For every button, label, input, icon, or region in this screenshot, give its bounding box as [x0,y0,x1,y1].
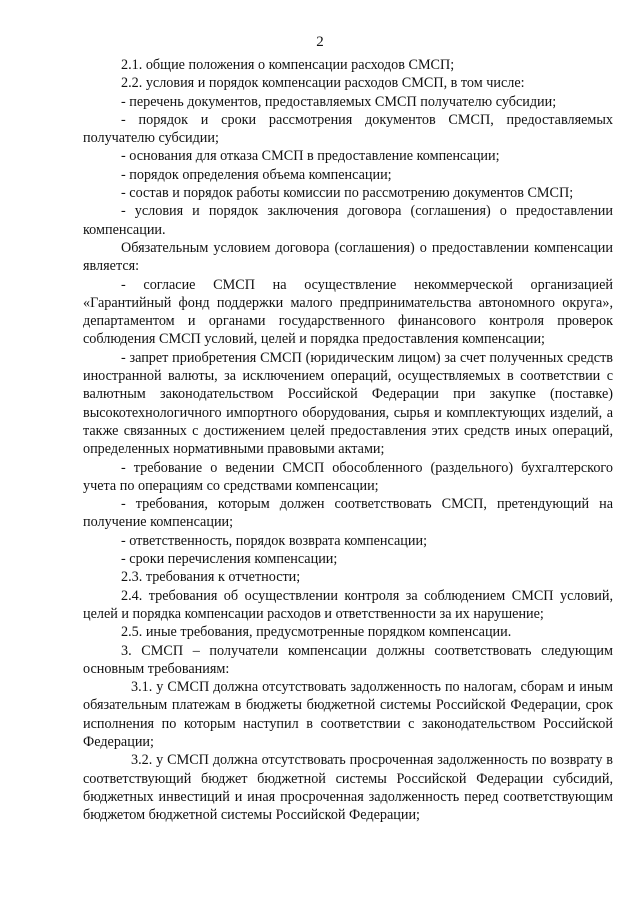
document-body [83,56,613,824]
paragraph: - согласие СМСП на осуществление некоммерческой организацией «Гарантийный фонд поддержки малого предпринимательства автономного округа», департаментом и органами государственного финансового контроля проверок соблюдения СМСП условий, целей и порядка предоставления компенсации; [83,276,613,348]
paragraph: - требования, которым должен соответствовать СМСП, претендующий на получение компенсации; [83,496,613,531]
paragraph: 2.4. требования об осуществлении контроля за соблюдением СМСП условий, целей и порядка компенсации расходов и ответственности за их нарушение; [83,587,613,622]
paragraph: - перечень документов, предоставляемых СМСП получателю субсидии; [121,93,557,110]
paragraph: 2.5. иные требования, предусмотренные порядком компенсации. [121,624,512,641]
paragraph: 2.1. общие положения о компенсации расходов СМСП; [121,57,455,73]
paragraph: - порядок и сроки рассмотрения документов СМСП, предоставляемых получателю субсидии; [83,111,613,147]
paragraph: - сроки перечисления компенсации; [121,551,338,568]
paragraph: - условия и порядок заключения договора (соглашения) о предоставлении компенсации. [83,203,613,238]
paragraph: 3. СМСП – получатели компенсации должны соответствовать следующим основным требованиям: [83,642,613,677]
paragraph: - порядок определения объема компенсации; [121,166,392,183]
paragraph: - требование о ведении СМСП обособленного (раздельного) бухгалтерского учета по операциям со средствами компенсации; [83,459,613,494]
paragraph: 2.3. требования к отчетности; [121,569,301,586]
paragraph: 2.2. условия и порядок компенсации расходов СМСП, в том числе: [121,75,525,92]
paragraph: 3.1. у СМСП должна отсутствовать задолженность по налогам, сборам и иным обязательным платежам в бюджеты бюджетной системы Российской Федерации, срок исполнения по которым наступил в соответствии с законодательством Российской Федерации; [83,679,613,750]
paragraph: - ответственность, порядок возврата компенсации; [121,532,428,549]
paragraph: - основания для отказа СМСП в предоставление компенсации; [121,148,500,165]
page-number: 2 [316,34,324,50]
paragraph: 3.2. у СМСП должна отсутствовать просроченная задолженность по возврату в соответствующий бюджет бюджетной системы Российской Федерации субсидий, бюджетных инвестиций и иная просроченная задолженность перед соответствующим бюджетом бюджетной системы Российской Федерации; [83,752,613,824]
paragraph: - запрет приобретения СМСП (юридическим лицом) за счет полученных средств иностранной валюты, за исключением операций, осуществляемых в соответствии с валютным законодательством Российской Федерации при закупке (поставке) высокотехнологичного импортного оборудования, сырья и комплектующих изделий, а также связанных с достижением целей предоставления этих средств иных операций, определенных нормативными правовыми актами; [83,349,613,458]
paragraph: Обязательным условием договора (соглашения) о предоставлении компенсации является: [83,239,613,275]
paragraph: - состав и порядок работы комиссии по рассмотрению документов СМСП; [121,185,574,202]
